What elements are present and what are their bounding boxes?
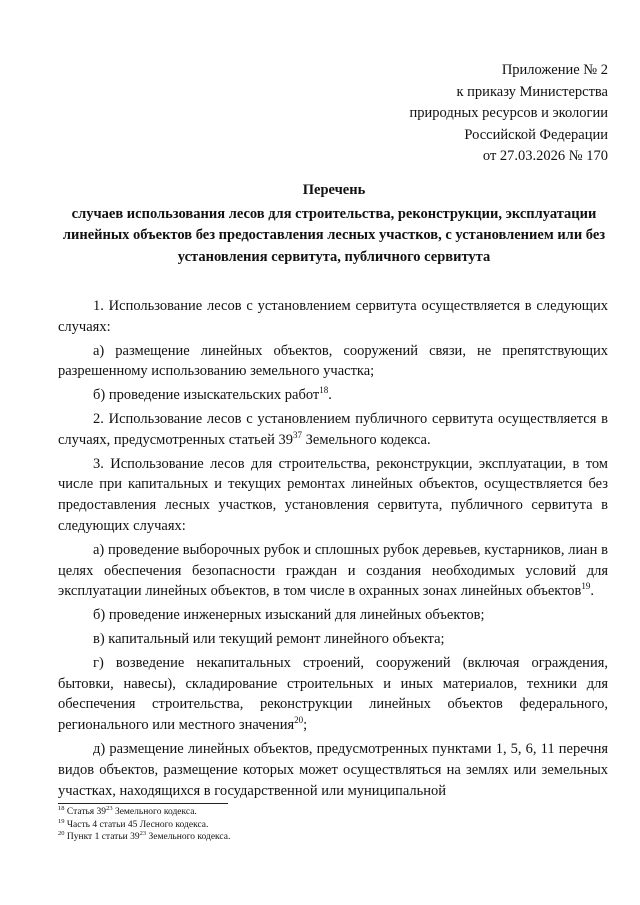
paragraph-text: . <box>328 387 332 404</box>
footnote-text: Земельного кодекса. <box>146 832 231 842</box>
footnote-number: 19 <box>58 817 65 825</box>
paragraph-2 <box>58 409 608 451</box>
footnote-separator <box>58 803 228 804</box>
paragraph-text: б) проведение изыскательских работ <box>93 387 320 404</box>
footnote-text: Часть 4 статьи 45 Лесного кодекса. <box>66 819 209 830</box>
document-title <box>58 180 610 268</box>
header-line: природных ресурсов и экологии <box>409 105 608 121</box>
paragraph-text: Земельного кодекса. <box>302 431 431 448</box>
superscript: 23 <box>139 829 147 837</box>
paragraph-text: ; <box>303 717 308 734</box>
footnote-ref: 19 <box>581 581 591 592</box>
appendix-header <box>410 60 608 168</box>
paragraph-1b <box>58 385 608 406</box>
superscript: 23 <box>106 804 113 812</box>
paragraph-1: 1. Использование лесов с установлением сервитута осуществляется в следующих случаях: <box>58 298 608 335</box>
footnote-number: 20 <box>58 829 65 837</box>
paragraph-3a <box>58 540 608 602</box>
header-line: к приказу Министерства <box>456 83 608 100</box>
footnote-text: Пункт 1 статьи 39 <box>66 832 140 842</box>
footnote-number: 18 <box>58 804 65 812</box>
footnotes <box>58 806 608 844</box>
paragraph-text: г) возведение некапитальных строений, сооружений (включая ограждения, бытовки, навесы), складирование строительных и иных материалов, техники для обеспечения строительства, реконструкции линейных объектов федерального, регионального или местного значения <box>58 654 608 734</box>
paragraph-3: 3. Использование лесов для строительства, реконструкции, эксплуатации, в том числе при капитальных и текущих ремонтах линейных объектов, осуществляется без предоставления лесных участков, установления сервитута, публичного сервитута в следующих случаях: <box>58 455 608 534</box>
paragraph-3d <box>58 653 608 736</box>
title-main: Перечень <box>302 182 366 198</box>
paragraph-text: а) проведение выборочных рубок и сплошных рубок деревьев, кустарников, лиан в целях обеспечения безопасности граждан и создания необходимых условий для эксплуатации линейных объектов, в том числе в охранных зонах линейных объектов <box>58 541 608 600</box>
footnote-ref: 18 <box>319 385 329 396</box>
paragraph-1a: а) размещение линейных объектов, сооружений связи, не препятствующих разрешенному использованию земельного участка; <box>58 342 608 380</box>
header-line: Приложение № 2 <box>501 62 608 78</box>
paragraph-text: . <box>590 583 595 600</box>
footnote <box>58 831 608 844</box>
document-body <box>58 296 608 804</box>
paragraph-3c: в) капитальный или текущий ремонт линейного объекта; <box>93 630 445 647</box>
footnote-text: Земельного кодекса. <box>112 807 197 817</box>
superscript: 37 <box>293 429 302 440</box>
header-line: Российской Федерации <box>464 126 608 143</box>
footnote-text: Статья 39 <box>66 807 107 817</box>
paragraph-text: 2. Использование лесов с установлением публичного сервитута осуществляется в случаях, предусмотренных статьей 39 <box>58 410 608 448</box>
header-line: от 27.03.2026 № 170 <box>482 148 608 164</box>
paragraph-3e: д) размещение линейных объектов, предусмотренных пунктами 1, 5, 6, 11 перечня видов объектов, размещение которых может осуществляться на землях или земельных участках, находящихся в государственной или муниципальной <box>58 740 608 799</box>
title-subtitle: случаев использования лесов для строительства, реконструкции, эксплуатации линейных объектов без предоставления лесных участков, с установлением или без установления сервитута, публичного сервитута <box>62 205 606 265</box>
footnote-ref: 20 <box>294 715 304 726</box>
footnote <box>58 806 608 819</box>
paragraph-3b: б) проведение инженерных изысканий для линейных объектов; <box>93 607 485 624</box>
